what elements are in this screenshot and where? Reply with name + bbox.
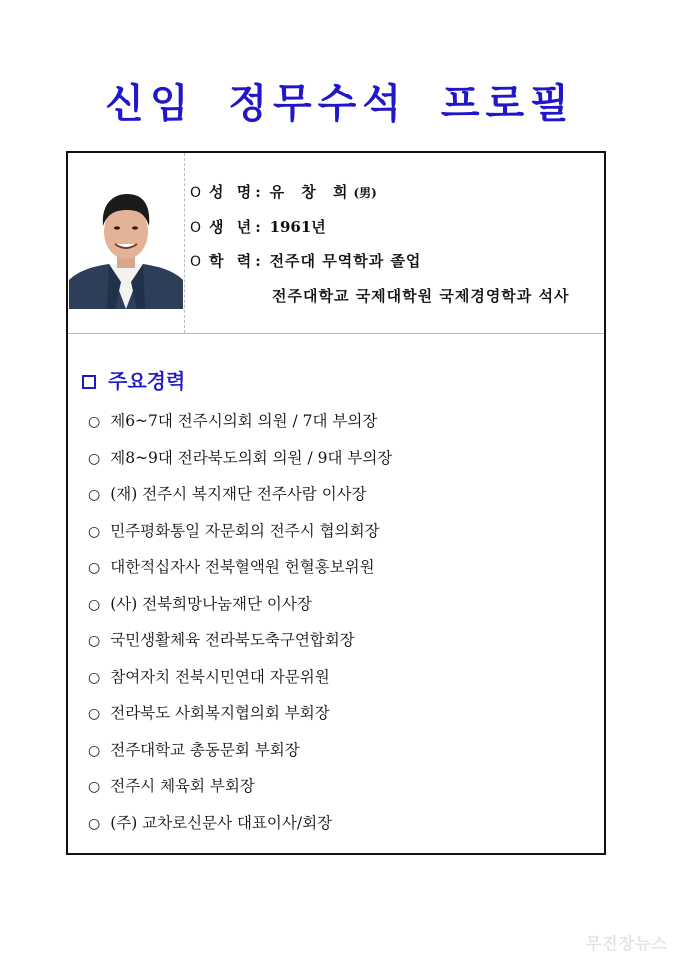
circle-bullet-icon: ○ [88,779,101,795]
circle-bullet-icon: ○ [88,669,101,686]
career-item-text: 제8~9대 전라북도의회 의원 / 9대 부의장 [110,448,393,467]
watermark-logo: 무진장뉴스 [585,934,668,953]
bullet-icon: O [190,185,202,201]
bullet-icon: O [190,220,202,236]
career-item [88,513,588,550]
circle-bullet-icon: ○ [88,596,101,613]
career-item-text: 참여자치 전북시민연대 자문위원 [110,667,330,686]
career-item-text: 대한적십자사 전북혈액원 헌혈홍보위원 [110,558,375,576]
education-value-1: 전주대 무역학과 졸업 [269,252,422,270]
circle-bullet-icon: ○ [88,815,101,832]
birth-value: 1961년 [269,218,326,236]
career-heading-label: 주요경력 [108,369,186,393]
career-item [88,586,588,623]
career-heading [82,365,185,394]
profile-info [190,153,604,333]
career-item [88,732,588,769]
name-gender: (男) [353,186,377,200]
career-list [88,403,588,841]
career-item [88,768,588,805]
education-line-2 [272,285,570,306]
career-item-text: (주) 교차로신문사 대표이사/회장 [110,813,333,832]
bullet-icon: O [190,254,202,270]
career-item [88,805,588,842]
education-value-2: 전주대학교 국제대학원 국제경영학과 석사 [272,287,570,305]
career-item-text: 제6~7대 전주시의회 의원 / 7대 부의장 [110,412,378,430]
career-item-text: 민주평화통일 자문회의 전주시 협의회장 [110,521,380,540]
square-bullet-icon [82,375,96,389]
circle-bullet-icon: ○ [88,450,101,467]
circle-bullet-icon: ○ [88,523,101,540]
name-label: 성 명: [209,183,265,201]
education-line [190,250,421,271]
circle-bullet-icon: ○ [88,706,101,722]
name-value: 유 창 희 [269,183,354,201]
career-item-text: 전주시 체육회 부회장 [110,777,255,795]
circle-bullet-icon: ○ [88,414,101,430]
circle-bullet-icon: ○ [88,633,101,649]
career-item [88,659,588,696]
portrait-photo [69,182,183,309]
career-item-text: 국민생활체육 전라북도축구연합회장 [110,631,355,649]
circle-bullet-icon: ○ [88,560,101,576]
education-label: 학 력: [209,252,265,270]
circle-bullet-icon: ○ [88,742,101,759]
career-item [88,440,588,477]
birth-line [190,216,326,237]
career-item-text: 전라북도 사회복지협의회 부회장 [110,704,330,722]
career-item-text: (사) 전북희망나눔재단 이사장 [110,594,312,613]
career-item [88,403,588,440]
career-item [88,549,588,586]
career-item [88,695,588,732]
career-item-text: (재) 전주시 복지재단 전주사람 이사장 [110,485,367,503]
profile-box [66,151,606,855]
circle-bullet-icon: ○ [88,487,101,503]
photo-cell [68,153,185,333]
career-item [88,476,588,513]
profile-header-row [68,153,604,334]
page-title: 신임 정무수석 프로필 [105,81,575,127]
name-line [190,181,377,202]
career-item [88,622,588,659]
career-item-text: 전주대학교 총동문회 부회장 [110,740,300,759]
birth-label: 생 년: [209,218,265,236]
